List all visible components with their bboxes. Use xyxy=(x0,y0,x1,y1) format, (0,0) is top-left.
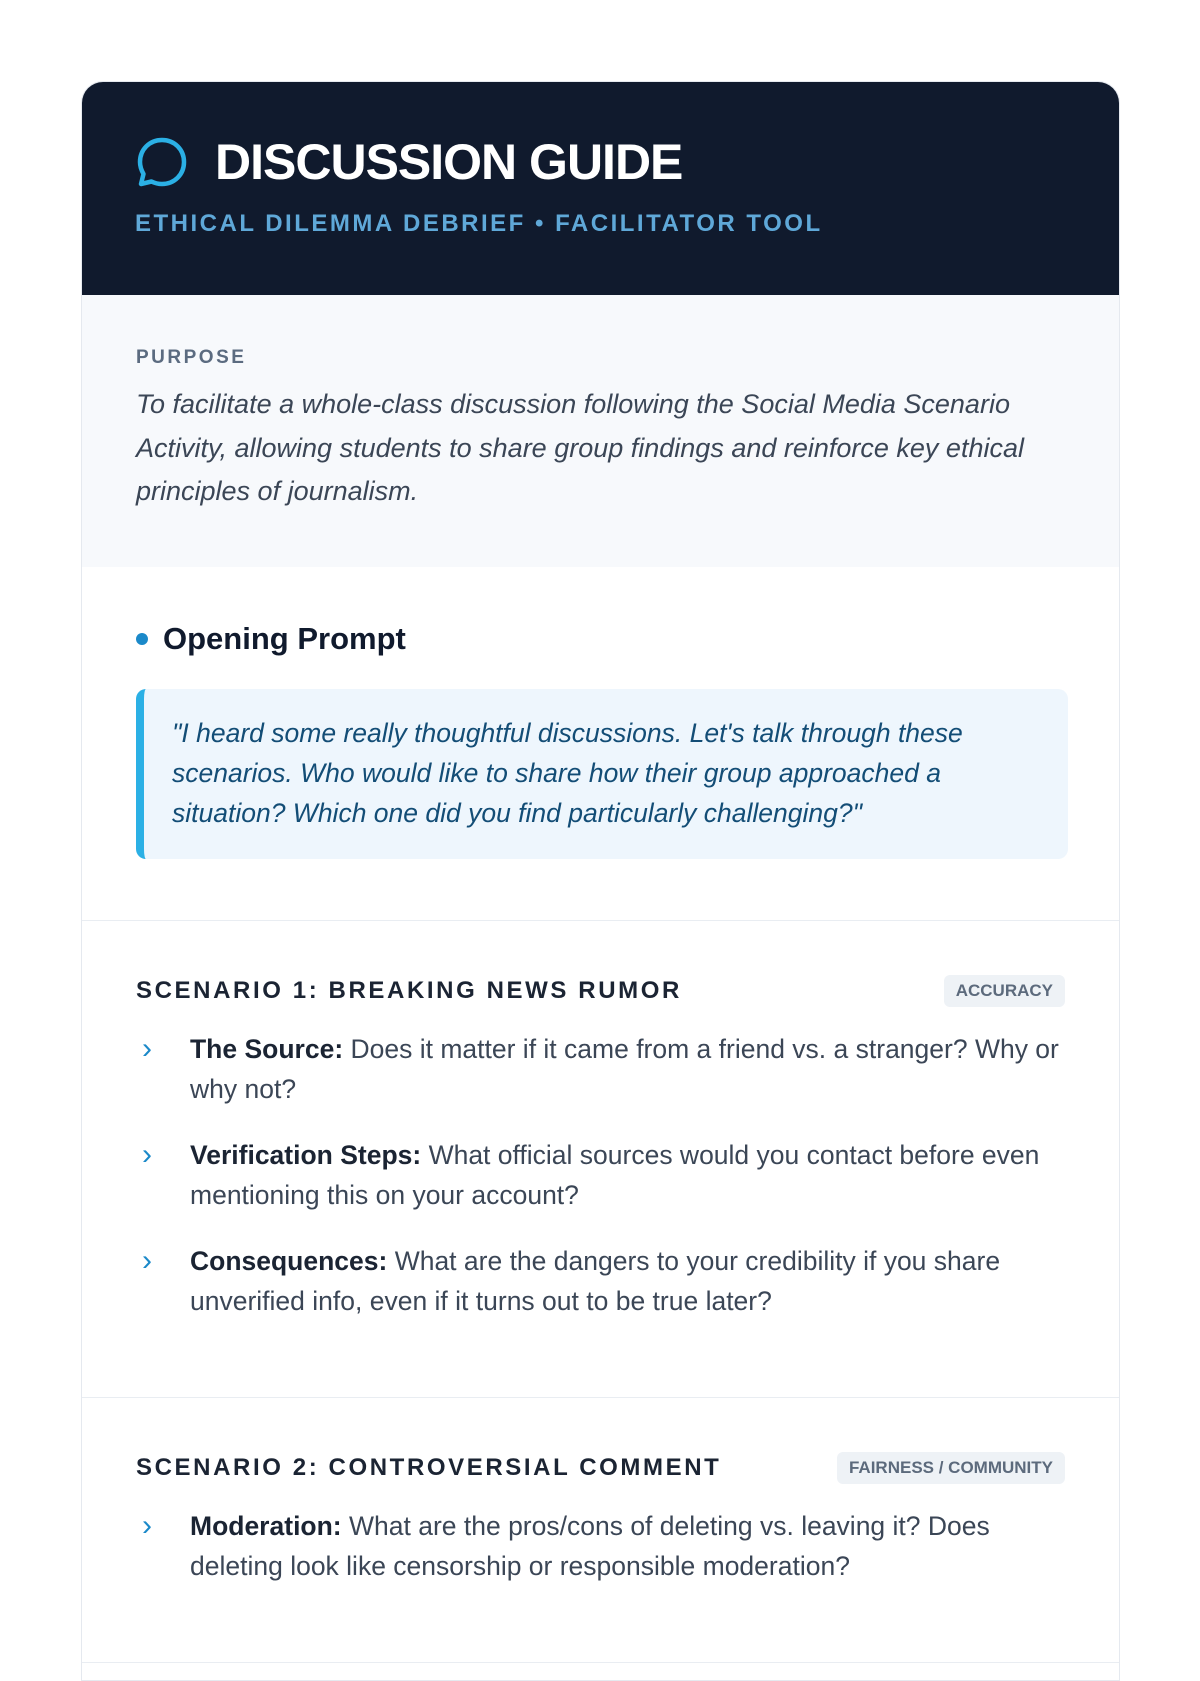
chevron-right-icon: › xyxy=(142,1509,152,1542)
title-row xyxy=(135,134,1066,190)
question-item xyxy=(136,1135,1065,1215)
guide-header xyxy=(82,82,1119,295)
question-item xyxy=(136,1241,1065,1321)
question-label: The Source: xyxy=(190,1034,344,1064)
scenario-title: SCENARIO 1: BREAKING NEWS RUMOR xyxy=(136,977,682,1004)
question-item xyxy=(136,1506,1065,1586)
opening-prompt-section xyxy=(82,567,1119,921)
discussion-guide-card xyxy=(81,81,1120,1681)
scenario-title: SCENARIO 2: CONTROVERSIAL COMMENT xyxy=(136,1454,722,1481)
page-subtitle: ETHICAL DILEMMA DEBRIEF • FACILITATOR TOOL xyxy=(135,210,823,237)
purpose-label: PURPOSE xyxy=(136,347,247,368)
scenario-2 xyxy=(82,1398,1119,1663)
purpose-section xyxy=(82,295,1119,567)
bullet-dot-icon xyxy=(136,633,148,645)
question-label: Consequences: xyxy=(190,1246,388,1276)
question-label: Moderation: xyxy=(190,1511,342,1541)
purpose-text: To facilitate a whole-class discussion following the Social Media Scenario Activity, allowing students to share group findings and reinforce key ethical principles of journalism. xyxy=(136,389,1024,506)
question-list xyxy=(136,1029,1065,1321)
question-text xyxy=(190,1135,1065,1215)
question-label: Verification Steps: xyxy=(190,1140,422,1170)
scenario-tag: FAIRNESS / COMMUNITY xyxy=(837,1452,1065,1484)
opening-title: Opening Prompt xyxy=(163,621,406,656)
scenario-header xyxy=(136,975,1065,1007)
chat-bubble-icon xyxy=(135,135,189,189)
question-body: Does it matter if it came from a friend vs. a stranger? Why or why not? xyxy=(190,1034,1059,1104)
chevron-right-icon: › xyxy=(142,1138,152,1171)
question-item xyxy=(136,1029,1065,1109)
question-text xyxy=(190,1506,1065,1586)
opening-quote: "I heard some really thoughtful discussions. Let's talk through these scenarios. Who would like to share how their group approached a situation? Which one did you find particularly challenging?" xyxy=(136,689,1068,859)
question-body: What official sources would you contact before even mentioning this on your account? xyxy=(190,1140,1040,1210)
scenario-tag: ACCURACY xyxy=(944,975,1065,1007)
scenario-header xyxy=(136,1452,1065,1484)
question-body: What are the dangers to your credibility if you share unverified info, even if it turns out to be true later? xyxy=(190,1246,1001,1316)
question-body: What are the pros/cons of deleting vs. leaving it? Does deleting look like censorship or responsible moderation? xyxy=(190,1511,990,1581)
scenario-1 xyxy=(82,921,1119,1398)
chevron-right-icon: › xyxy=(142,1032,152,1065)
page-title: DISCUSSION GUIDE xyxy=(215,134,683,190)
chevron-right-icon: › xyxy=(142,1244,152,1277)
question-text xyxy=(190,1241,1065,1321)
opening-heading xyxy=(136,621,1065,657)
question-text xyxy=(190,1029,1065,1109)
question-list xyxy=(136,1506,1065,1586)
